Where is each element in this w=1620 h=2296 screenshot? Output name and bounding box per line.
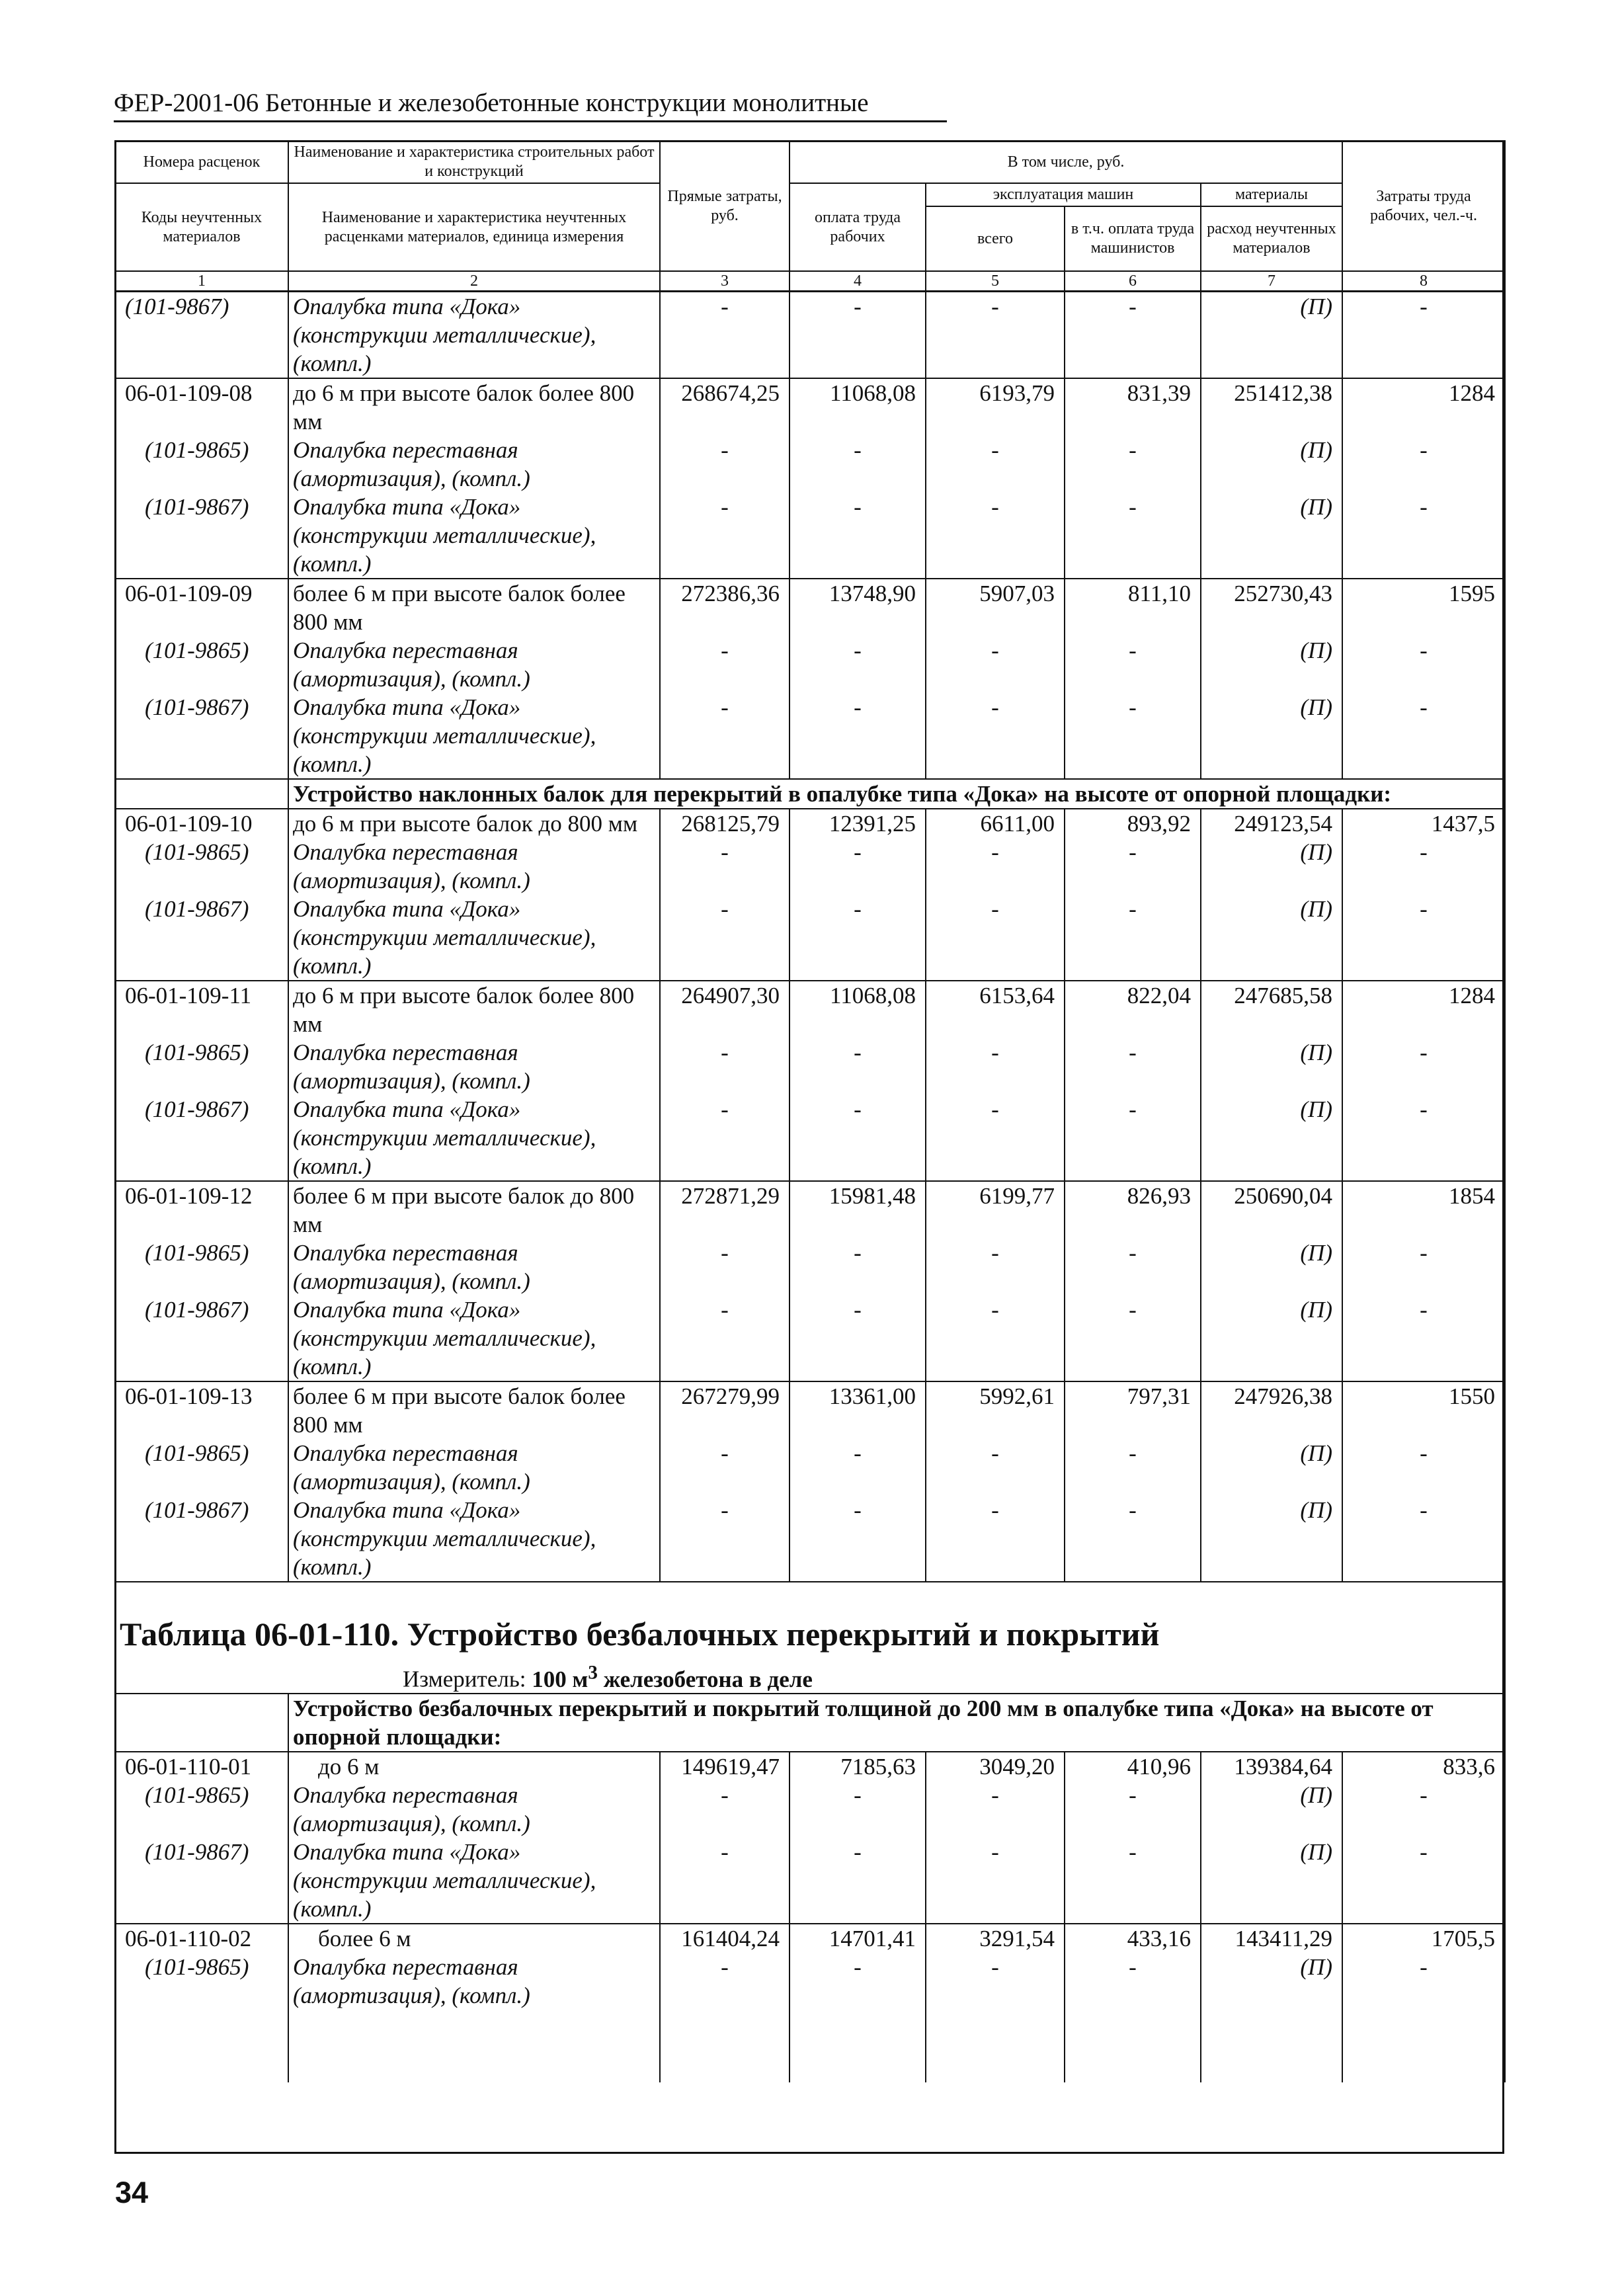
page-number: 34 <box>115 2176 149 2209</box>
empty-value: - <box>1342 1953 1505 2010</box>
machines-total: 6153,64 <box>926 981 1065 1038</box>
head-material-names: Наименование и характеристика неучтенных расценками материалов, единица измерения <box>288 183 660 271</box>
head-direct-costs: Прямые затраты, руб. <box>660 141 790 271</box>
empty-value: - <box>1065 895 1201 981</box>
col-number: 3 <box>660 271 790 292</box>
materials-cost: 247685,58 <box>1201 981 1342 1038</box>
empty-value: - <box>926 1295 1065 1381</box>
rate-code: 06-01-109-09 <box>115 579 288 636</box>
labor-pay: 13748,90 <box>790 579 926 636</box>
rate-row <box>115 579 1505 636</box>
empty-value: - <box>926 1239 1065 1295</box>
empty-value: - <box>926 693 1065 779</box>
rate-name: до 6 м <box>288 1752 660 1781</box>
empty-value: - <box>790 1295 926 1381</box>
section-spacer <box>115 779 288 809</box>
material-row <box>115 1439 1505 1496</box>
material-placeholder: (П) <box>1201 1838 1342 1924</box>
meter-row <box>115 1659 1505 1694</box>
operators-pay: 811,10 <box>1065 579 1201 636</box>
empty-value: - <box>1065 1953 1201 2010</box>
rate-code: 06-01-109-12 <box>115 1181 288 1239</box>
empty-value: - <box>660 1295 790 1381</box>
machines-total: 6611,00 <box>926 809 1065 838</box>
rate-row <box>115 1752 1505 1781</box>
material-placeholder: (П) <box>1201 1038 1342 1095</box>
empty-value: - <box>1065 292 1201 379</box>
material-code: (101-9867) <box>115 1095 288 1181</box>
material-placeholder: (П) <box>1201 693 1342 779</box>
table-title: Таблица 06-01-110. Устройство безбалочных перекрытий и покрытий <box>115 1582 1505 1659</box>
rates-table <box>114 140 1506 2082</box>
labor-pay: 13361,00 <box>790 1381 926 1439</box>
empty-value: - <box>660 1496 790 1582</box>
empty-value: - <box>926 838 1065 895</box>
empty-value: - <box>790 693 926 779</box>
empty-value: - <box>790 895 926 981</box>
direct-costs: 272386,36 <box>660 579 790 636</box>
material-name: Опалубка типа «Дока» (конструкции металлические), (компл.) <box>288 1838 660 1924</box>
material-placeholder: (П) <box>1201 1781 1342 1838</box>
empty-value: - <box>1065 1095 1201 1181</box>
empty-value: - <box>1065 693 1201 779</box>
header-rule <box>114 120 947 122</box>
labor-pay: 12391,25 <box>790 809 926 838</box>
material-name: Опалубка переставная (амортизация), (компл.) <box>288 1781 660 1838</box>
empty-value: - <box>660 895 790 981</box>
operators-pay: 826,93 <box>1065 1181 1201 1239</box>
section-row <box>115 779 1505 809</box>
materials-cost: 247926,38 <box>1201 1381 1342 1439</box>
material-name: Опалубка переставная (амортизация), (компл.) <box>288 636 660 693</box>
material-code: (101-9867) <box>115 693 288 779</box>
material-code: (101-9865) <box>115 436 288 493</box>
rate-name: до 6 м при высоте балок более 800 мм <box>288 378 660 436</box>
materials-cost: 249123,54 <box>1201 809 1342 838</box>
labor-hours: 1550 <box>1342 1381 1505 1439</box>
meter-value <box>532 1662 813 1692</box>
direct-costs: 264907,30 <box>660 981 790 1038</box>
material-row <box>115 1838 1505 1924</box>
filler-cell <box>790 2010 926 2082</box>
col-number: 4 <box>790 271 926 292</box>
empty-value: - <box>926 292 1065 379</box>
filler-cell <box>115 2010 288 2082</box>
empty-value: - <box>660 1838 790 1924</box>
material-code: (101-9865) <box>115 636 288 693</box>
material-placeholder: (П) <box>1201 838 1342 895</box>
material-row <box>115 493 1505 579</box>
empty-value: - <box>926 636 1065 693</box>
rate-name: до 6 м при высоте балок до 800 мм <box>288 809 660 838</box>
empty-value: - <box>790 1838 926 1924</box>
material-placeholder: (П) <box>1201 1439 1342 1496</box>
operators-pay: 410,96 <box>1065 1752 1201 1781</box>
labor-hours: 1854 <box>1342 1181 1505 1239</box>
empty-value: - <box>926 1439 1065 1496</box>
material-code: (101-9867) <box>115 895 288 981</box>
material-placeholder: (П) <box>1201 493 1342 579</box>
material-row <box>115 1496 1505 1582</box>
material-name: Опалубка типа «Дока» (конструкции металлические), (компл.) <box>288 693 660 779</box>
material-row <box>115 636 1505 693</box>
material-row <box>115 1953 1505 2010</box>
empty-value: - <box>1342 1838 1505 1924</box>
empty-value: - <box>1065 1781 1201 1838</box>
empty-value: - <box>1342 636 1505 693</box>
material-row <box>115 1781 1505 1838</box>
empty-value: - <box>1065 1038 1201 1095</box>
head-work-name: Наименование и характеристика строительных работ и конструкций <box>288 141 660 183</box>
empty-value: - <box>660 1239 790 1295</box>
rate-code: 06-01-109-13 <box>115 1381 288 1439</box>
material-code: (101-9867) <box>115 1295 288 1381</box>
material-name: Опалубка типа «Дока» (конструкции металлические), (компл.) <box>288 1295 660 1381</box>
col-number: 8 <box>1342 271 1505 292</box>
filler-cell <box>1201 2010 1342 2082</box>
empty-value: - <box>790 1239 926 1295</box>
operators-pay: 831,39 <box>1065 378 1201 436</box>
head-rate-numbers: Номера расценок <box>115 141 288 183</box>
empty-value: - <box>660 1953 790 2010</box>
rate-row <box>115 981 1505 1038</box>
material-placeholder: (П) <box>1201 636 1342 693</box>
material-row <box>115 1295 1505 1381</box>
material-row <box>115 895 1505 981</box>
rate-row <box>115 378 1505 436</box>
material-row <box>115 838 1505 895</box>
machines-total: 3291,54 <box>926 1924 1065 1953</box>
material-placeholder: (П) <box>1201 1095 1342 1181</box>
material-code: (101-9867) <box>115 1838 288 1924</box>
empty-value: - <box>1065 1239 1201 1295</box>
empty-value: - <box>1342 1295 1505 1381</box>
labor-hours: 1284 <box>1342 981 1505 1038</box>
material-name: Опалубка переставная (амортизация), (компл.) <box>288 436 660 493</box>
empty-value: - <box>1342 1496 1505 1582</box>
material-code: (101-9865) <box>115 838 288 895</box>
filler-cell <box>1065 2010 1201 2082</box>
meter-exponent: 3 <box>588 1662 598 1683</box>
material-name: Опалубка типа «Дока» (конструкции металлические), (компл.) <box>288 1496 660 1582</box>
table-title-row <box>115 1582 1505 1659</box>
section-spacer <box>115 1694 288 1752</box>
material-name: Опалубка типа «Дока» (конструкции металлические), (компл.) <box>288 895 660 981</box>
rate-row <box>115 1181 1505 1239</box>
material-placeholder: (П) <box>1201 895 1342 981</box>
empty-value: - <box>1065 1496 1201 1582</box>
head-machines: эксплуатация машин <box>926 183 1201 206</box>
material-name: Опалубка типа «Дока» (конструкции металлические), (компл.) <box>288 292 660 379</box>
material-code: (101-9865) <box>115 1781 288 1838</box>
empty-value: - <box>1342 838 1505 895</box>
rate-name: более 6 м при высоте балок более 800 мм <box>288 579 660 636</box>
material-placeholder: (П) <box>1201 1496 1342 1582</box>
empty-value: - <box>1065 493 1201 579</box>
material-code: (101-9867) <box>115 292 288 379</box>
col-number: 5 <box>926 271 1065 292</box>
empty-value: - <box>790 1496 926 1582</box>
rate-row <box>115 1381 1505 1439</box>
material-placeholder: (П) <box>1201 292 1342 379</box>
empty-value: - <box>790 493 926 579</box>
rate-code: 06-01-110-01 <box>115 1752 288 1781</box>
head-material-codes: Коды неучтенных материалов <box>115 183 288 271</box>
empty-value: - <box>660 693 790 779</box>
labor-pay: 11068,08 <box>790 378 926 436</box>
empty-value: - <box>660 292 790 379</box>
empty-value: - <box>660 1781 790 1838</box>
rate-name: более 6 м <box>288 1924 660 1953</box>
empty-value: - <box>660 436 790 493</box>
material-placeholder: (П) <box>1201 1239 1342 1295</box>
material-row <box>115 1239 1505 1295</box>
rate-name: до 6 м при высоте балок более 800 мм <box>288 981 660 1038</box>
operators-pay: 797,31 <box>1065 1381 1201 1439</box>
empty-value: - <box>1342 1439 1505 1496</box>
empty-value: - <box>660 1038 790 1095</box>
material-code: (101-9865) <box>115 1239 288 1295</box>
labor-hours: 833,6 <box>1342 1752 1505 1781</box>
material-row <box>115 292 1505 379</box>
empty-value: - <box>1342 1781 1505 1838</box>
empty-value: - <box>926 1095 1065 1181</box>
head-operators-pay: в т.ч. оплата труда машинистов <box>1065 206 1201 271</box>
empty-value: - <box>926 436 1065 493</box>
running-header: ФЕР-2001-06 Бетонные и железобетонные конструкции монолитные <box>114 89 869 117</box>
filler-row <box>115 2010 1505 2082</box>
rate-code: 06-01-110-02 <box>115 1924 288 1953</box>
rate-name: более 6 м при высоте балок до 800 мм <box>288 1181 660 1239</box>
head-labor-hours: Затраты труда рабочих, чел.-ч. <box>1342 141 1505 271</box>
material-code: (101-9865) <box>115 1439 288 1496</box>
empty-value: - <box>790 636 926 693</box>
rate-row <box>115 809 1505 838</box>
labor-hours: 1705,5 <box>1342 1924 1505 1953</box>
material-row <box>115 693 1505 779</box>
machines-total: 5992,61 <box>926 1381 1065 1439</box>
material-placeholder: (П) <box>1201 1295 1342 1381</box>
section-heading: Устройство безбалочных перекрытий и покрытий толщиной до 200 мм в опалубке типа «Дока» на высоте от опорной площадки: <box>288 1694 1505 1752</box>
material-name: Опалубка переставная (амортизация), (компл.) <box>288 1953 660 2010</box>
empty-value: - <box>1065 1295 1201 1381</box>
material-code: (101-9867) <box>115 1496 288 1582</box>
materials-cost: 252730,43 <box>1201 579 1342 636</box>
head-group-label: В том числе, руб. <box>790 141 1342 183</box>
material-name: Опалубка переставная (амортизация), (компл.) <box>288 1239 660 1295</box>
rate-code: 06-01-109-11 <box>115 981 288 1038</box>
rate-code: 06-01-109-10 <box>115 809 288 838</box>
empty-value: - <box>1342 1239 1505 1295</box>
empty-value: - <box>1342 693 1505 779</box>
head-materials-use: расход неучтенных материалов <box>1201 206 1342 271</box>
materials-cost: 250690,04 <box>1201 1181 1342 1239</box>
empty-value: - <box>1065 436 1201 493</box>
empty-value: - <box>926 1496 1065 1582</box>
empty-value: - <box>790 1038 926 1095</box>
material-name: Опалубка типа «Дока» (конструкции металлические), (компл.) <box>288 1095 660 1181</box>
filler-cell <box>288 2010 660 2082</box>
col-number: 7 <box>1201 271 1342 292</box>
empty-value: - <box>1065 1838 1201 1924</box>
material-name: Опалубка переставная (амортизация), (компл.) <box>288 1038 660 1095</box>
col-number: 2 <box>288 271 660 292</box>
empty-value: - <box>926 493 1065 579</box>
labor-pay: 15981,48 <box>790 1181 926 1239</box>
labor-pay: 7185,63 <box>790 1752 926 1781</box>
machines-total: 5907,03 <box>926 579 1065 636</box>
empty-value: - <box>790 1781 926 1838</box>
operators-pay: 822,04 <box>1065 981 1201 1038</box>
labor-hours: 1284 <box>1342 378 1505 436</box>
materials-cost: 143411,29 <box>1201 1924 1342 1953</box>
machines-total: 3049,20 <box>926 1752 1065 1781</box>
labor-pay: 14701,41 <box>790 1924 926 1953</box>
rate-name: более 6 м при высоте балок более 800 мм <box>288 1381 660 1439</box>
empty-value: - <box>926 1838 1065 1924</box>
empty-value: - <box>790 436 926 493</box>
direct-costs: 272871,29 <box>660 1181 790 1239</box>
empty-value: - <box>790 292 926 379</box>
materials-cost: 251412,38 <box>1201 378 1342 436</box>
filler-cell <box>1342 2010 1505 2082</box>
empty-value: - <box>1342 436 1505 493</box>
empty-value: - <box>1065 838 1201 895</box>
empty-value: - <box>926 895 1065 981</box>
head-materials: материалы <box>1201 183 1342 206</box>
empty-value: - <box>660 1439 790 1496</box>
empty-value: - <box>660 838 790 895</box>
material-row <box>115 1038 1505 1095</box>
rate-code: 06-01-109-08 <box>115 378 288 436</box>
materials-cost: 139384,64 <box>1201 1752 1342 1781</box>
col-number: 6 <box>1065 271 1201 292</box>
direct-costs: 161404,24 <box>660 1924 790 1953</box>
machines-total: 6199,77 <box>926 1181 1065 1239</box>
meter-rest-text: железобетона в деле <box>597 1666 813 1692</box>
empty-value: - <box>1342 493 1505 579</box>
direct-costs: 268125,79 <box>660 809 790 838</box>
section-heading: Устройство наклонных балок для перекрытий в опалубке типа «Дока» на высоте от опорной площадки: <box>288 779 1505 809</box>
head-labor-pay: оплата труда рабочих <box>790 183 926 271</box>
rate-row <box>115 1924 1505 1953</box>
labor-pay: 11068,08 <box>790 981 926 1038</box>
empty-value: - <box>1342 292 1505 379</box>
meter-value-text: 100 м <box>532 1666 588 1692</box>
empty-value: - <box>926 1953 1065 2010</box>
empty-value: - <box>926 1781 1065 1838</box>
material-row <box>115 1095 1505 1181</box>
material-name: Опалубка переставная (амортизация), (компл.) <box>288 838 660 895</box>
section-row <box>115 1694 1505 1752</box>
empty-value: - <box>1342 895 1505 981</box>
filler-cell <box>660 2010 790 2082</box>
col-number: 1 <box>115 271 288 292</box>
empty-value: - <box>926 1038 1065 1095</box>
empty-value: - <box>660 1095 790 1181</box>
material-row <box>115 436 1505 493</box>
empty-value: - <box>790 838 926 895</box>
meter-line <box>115 1659 1505 1694</box>
material-name: Опалубка типа «Дока» (конструкции металлические), (компл.) <box>288 493 660 579</box>
direct-costs: 267279,99 <box>660 1381 790 1439</box>
empty-value: - <box>1342 1038 1505 1095</box>
machines-total: 6193,79 <box>926 378 1065 436</box>
meter-label: Измеритель: <box>403 1666 526 1692</box>
empty-value: - <box>790 1953 926 2010</box>
empty-value: - <box>660 493 790 579</box>
empty-value: - <box>790 1439 926 1496</box>
filler-cell <box>926 2010 1065 2082</box>
labor-hours: 1595 <box>1342 579 1505 636</box>
empty-value: - <box>1342 1095 1505 1181</box>
material-code: (101-9865) <box>115 1038 288 1095</box>
material-code: (101-9867) <box>115 493 288 579</box>
labor-hours: 1437,5 <box>1342 809 1505 838</box>
operators-pay: 893,92 <box>1065 809 1201 838</box>
empty-value: - <box>1065 1439 1201 1496</box>
empty-value: - <box>790 1095 926 1181</box>
material-code: (101-9865) <box>115 1953 288 2010</box>
direct-costs: 268674,25 <box>660 378 790 436</box>
empty-value: - <box>660 636 790 693</box>
material-placeholder: (П) <box>1201 1953 1342 2010</box>
head-machines-total: всего <box>926 206 1065 271</box>
direct-costs: 149619,47 <box>660 1752 790 1781</box>
material-name: Опалубка переставная (амортизация), (компл.) <box>288 1439 660 1496</box>
operators-pay: 433,16 <box>1065 1924 1201 1953</box>
empty-value: - <box>1065 636 1201 693</box>
material-placeholder: (П) <box>1201 436 1342 493</box>
